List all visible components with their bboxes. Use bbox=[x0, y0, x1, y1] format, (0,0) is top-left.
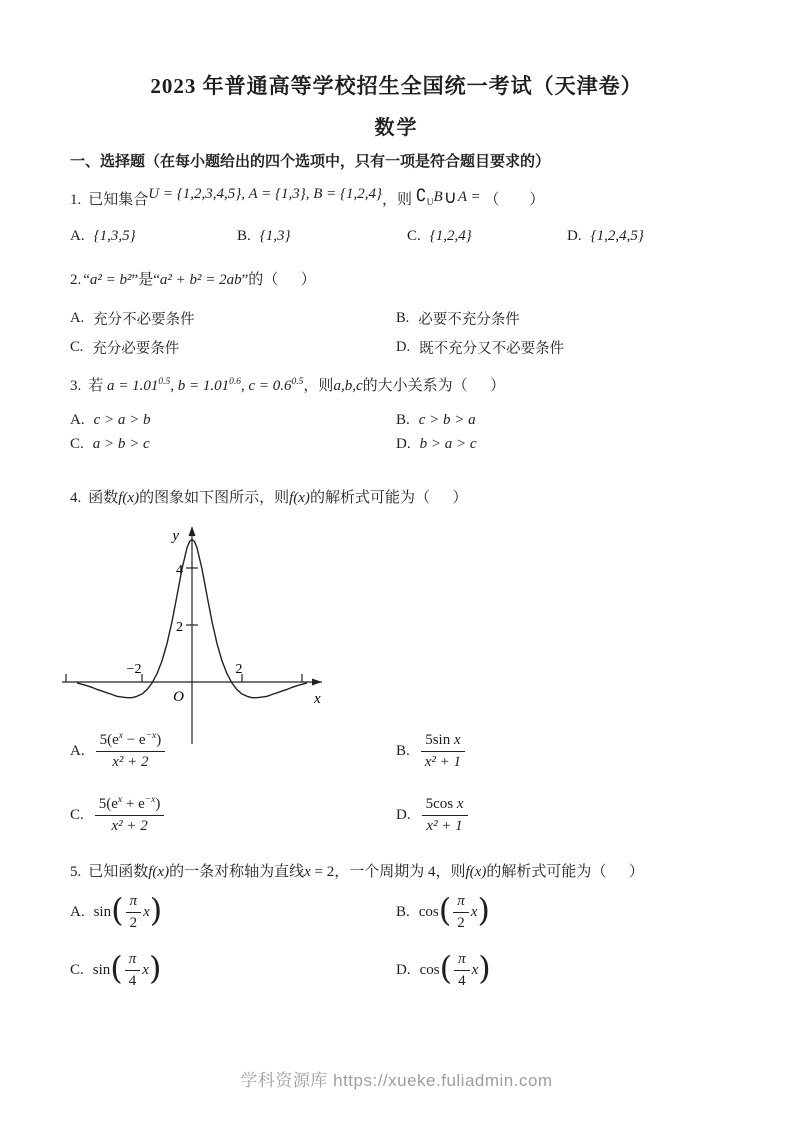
option-a: A. c > a > b bbox=[70, 412, 151, 428]
question-5-options-row-2 bbox=[70, 950, 730, 991]
trig-function: sin bbox=[92, 961, 111, 978]
option-c: C. {1,2,4} bbox=[407, 228, 472, 244]
option-d: D. cos ( $\frac{\pi}{4}$ x ) bbox=[396, 949, 491, 989]
question-2-options-row-1 bbox=[70, 308, 730, 329]
y-axis-label: y bbox=[172, 528, 179, 544]
stem-text: 的大小关系为（ ） bbox=[362, 378, 506, 394]
option-d: D. {1,2,4,5} bbox=[567, 228, 644, 244]
math-var: x bbox=[470, 903, 478, 920]
denominator: x² + 1 bbox=[421, 751, 465, 772]
trig-function: sin bbox=[93, 903, 112, 920]
math-var: A = bbox=[457, 189, 481, 205]
stem-text: 已知集合 bbox=[88, 192, 149, 208]
math-fx: f(x) bbox=[118, 490, 140, 506]
numerator: 5sin x bbox=[425, 732, 461, 748]
question-1-options bbox=[70, 228, 730, 245]
question-3-options-row-2 bbox=[70, 436, 730, 453]
origin-label: O bbox=[173, 689, 184, 705]
exponent: 0.5 bbox=[158, 377, 171, 387]
fraction: $\frac{\pi}{4}$ bbox=[125, 950, 141, 991]
question-number: 5. bbox=[70, 864, 82, 880]
numerator: $5(e^x - e^{-x})$ bbox=[99, 731, 162, 748]
fraction bbox=[96, 731, 166, 772]
denominator: x² + 2 bbox=[96, 751, 166, 772]
option-a: A. 充分不必要条件 bbox=[70, 310, 195, 328]
math-set-definitions: U = {1,2,3,4,5}, A = {1,3}, B = {1,2,4} bbox=[148, 186, 382, 202]
fraction: $\frac{\pi}{2}$ bbox=[126, 892, 142, 933]
exponent: 0.6 bbox=[229, 377, 242, 387]
option-b: B. cos ( $\frac{\pi}{2}$ x ) bbox=[396, 891, 490, 931]
page-title: 2023 年普通高等学校招生全国统一考试（天津卷） bbox=[150, 74, 643, 98]
option-b: B. 必要不充分条件 bbox=[396, 310, 520, 328]
option-a: A. $\frac{5(e^x - e^{-x})}{\text{x² + 2}}$ bbox=[70, 731, 396, 772]
x-axis-arrow bbox=[312, 679, 322, 686]
question-number: 3. bbox=[70, 378, 82, 394]
option-a: A. {1,3,5} bbox=[70, 228, 136, 244]
question-number: 1. bbox=[70, 192, 82, 208]
math-var: B bbox=[433, 189, 443, 205]
option-c: C. a > b > c bbox=[70, 436, 150, 452]
fraction bbox=[422, 795, 468, 836]
math-fx: f(x) bbox=[465, 864, 487, 880]
question-1-stem bbox=[70, 188, 544, 211]
question-4-options-row-1 bbox=[70, 731, 730, 772]
trig-function: cos bbox=[418, 903, 439, 920]
question-number: 4. bbox=[70, 490, 82, 506]
stem-text: ，则 bbox=[303, 378, 334, 394]
stem-text: ，则 bbox=[382, 192, 413, 208]
option-b: B. {1,3} bbox=[237, 228, 291, 244]
numerator: $5(e^x + e^{-x})$ bbox=[98, 795, 161, 812]
section-heading: 一、选择题（在每小题给出的四个选项中，只有一项是符合题目要求的） bbox=[70, 154, 551, 170]
math-var: x bbox=[304, 864, 311, 880]
option-c: C. 充分必要条件 bbox=[70, 339, 180, 357]
denominator: x² + 1 bbox=[422, 815, 468, 836]
x-tick-label-2: 2 bbox=[235, 662, 243, 677]
option-b: B. $\frac{\text{5sin x}}{\text{x² + 1}}$ bbox=[396, 731, 722, 772]
subject-title: 数学 bbox=[374, 117, 419, 139]
math-expression: , c = 0.6 bbox=[241, 378, 292, 394]
question-3-options-row-1 bbox=[70, 412, 730, 429]
function-graph bbox=[58, 522, 338, 750]
option-d: D. b > a > c bbox=[396, 436, 477, 452]
question-5-stem bbox=[70, 860, 644, 881]
option-d: D. $\frac{\text{5cos x}}{\text{x² + 1}}$ bbox=[396, 795, 722, 836]
numerator: 5cos x bbox=[425, 796, 464, 812]
y-tick-label-4: 4 bbox=[176, 563, 183, 578]
answer-blank: （ ） bbox=[484, 192, 545, 208]
math-expression: a² + b² = 2ab bbox=[159, 272, 242, 288]
y-axis-arrow bbox=[189, 526, 196, 536]
math-var: x bbox=[471, 961, 479, 978]
option-b: B. c > b > a bbox=[396, 412, 476, 428]
complement-subscript: U bbox=[426, 198, 434, 208]
question-4-options-row-2 bbox=[70, 795, 730, 836]
fraction: $\frac{\pi}{4}$ bbox=[454, 950, 470, 991]
math-fx: f(x) bbox=[148, 864, 170, 880]
math-fx: f(x) bbox=[289, 490, 310, 506]
exponent: 0.5 bbox=[291, 377, 304, 387]
option-d: D. 既不充分又不必要条件 bbox=[396, 339, 565, 357]
stem-text: 若 bbox=[88, 378, 104, 394]
stem-text: 函数 bbox=[88, 490, 119, 506]
stem-text: ，一个周期为 4，则 bbox=[334, 864, 466, 880]
math-expression: a² = b² bbox=[89, 272, 132, 288]
stem-text: “ bbox=[83, 272, 90, 288]
x-tick-label-minus2: −2 bbox=[126, 662, 142, 677]
stem-text: ”是“ bbox=[131, 272, 160, 288]
option-c: C. sin ( $\frac{\pi}{4}$ x ) bbox=[70, 949, 162, 989]
math-expression: a = 1.01 bbox=[107, 378, 159, 394]
watermark-text: 学科资源库 https://xueke.fuliadmin.com bbox=[240, 1071, 553, 1090]
fraction bbox=[95, 795, 165, 836]
option-a: A. sin ( $\frac{\pi}{2}$ x ) bbox=[70, 891, 163, 931]
math-expression: = 2 bbox=[310, 864, 335, 880]
question-2-stem bbox=[70, 268, 316, 289]
fraction bbox=[421, 731, 465, 772]
stem-text: 已知函数 bbox=[88, 864, 149, 880]
stem-text: ”的（ ） bbox=[241, 272, 316, 288]
math-var: x bbox=[143, 903, 150, 920]
stem-text: 的解析式可能为（ ） bbox=[486, 864, 644, 880]
y-tick-label-2: 2 bbox=[176, 620, 183, 635]
stem-text: 的图象如下图所示，则 bbox=[139, 490, 290, 506]
question-3-stem bbox=[70, 374, 505, 395]
option-c: C. $\frac{5(e^x + e^{-x})}{\text{x² + 2}}$ bbox=[70, 795, 396, 836]
question-2-options-row-2 bbox=[70, 337, 730, 358]
fraction: $\frac{\pi}{2}$ bbox=[453, 892, 469, 933]
stem-text: 的一条对称轴为直线 bbox=[169, 864, 305, 880]
question-number: 2. bbox=[70, 272, 82, 288]
union-symbol: ∪ bbox=[443, 187, 457, 208]
denominator: x² + 2 bbox=[95, 815, 165, 836]
question-4-stem bbox=[70, 486, 467, 507]
math-vars: a,b,c bbox=[333, 378, 363, 394]
x-axis-label: x bbox=[314, 691, 321, 707]
math-complement-expression bbox=[415, 186, 481, 208]
trig-function: cos bbox=[419, 961, 440, 978]
math-var: x bbox=[142, 961, 149, 978]
question-5-options-row-1 bbox=[70, 892, 730, 933]
math-expression: , b = 1.01 bbox=[170, 378, 230, 394]
stem-text: 的解析式可能为（ ） bbox=[309, 490, 468, 506]
complement-symbol: ∁ bbox=[415, 186, 427, 206]
